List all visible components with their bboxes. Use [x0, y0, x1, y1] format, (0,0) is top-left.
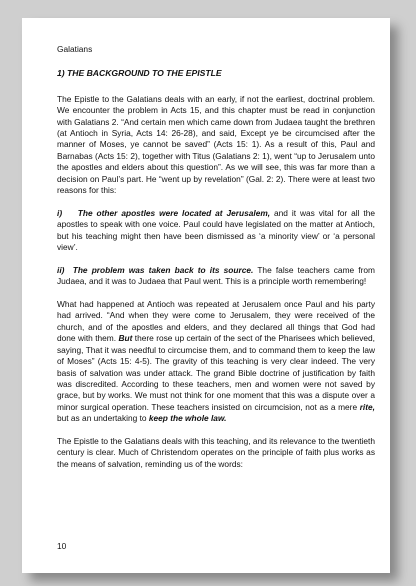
para2-text-b: there rose up certain of the sect of the Pharisees which believed, saying, That it was needful to circumcise them, and to command them to keep the law of Moses” (Acts 15: 4-5). The gravity of this teaching is very clear indeed. The very basis of salvation was under attack. The grand Bible doctrine of justification by faith was discredited. According to these teachers, men and women were not saved by grace, but by works. We must not think for one moment that this was a dispute over a minor surgical operation. These teachers insisted on circumcision, not as a mere	[57, 333, 375, 412]
point-one	[57, 208, 375, 254]
para2-keep-law: keep the whole law.	[148, 413, 227, 424]
point-one-heading: The other apostles were located at Jerusalem,	[77, 207, 271, 218]
section-title: 1) THE BACKGROUND TO THE EPISTLE	[57, 68, 222, 79]
para2-text-c: but as an undertaking to	[57, 413, 149, 424]
paragraph-intro: The Epistle to the Galatians deals with an early, if not the earliest, doctrinal problem. We encounter the problem in Acts 15, and this chapter must be read in conjunction with Galatians 2. “And certain men which came down from Judaea taught the brethren (at Antioch in Syria, Acts 14: 26-28), and said, Except ye be circumcised after the manner of Moses, ye cannot be saved” (Acts 15: 1). As a result of this, Paul and Barnabas (Acts 15: 2), together with Titus (Galatians 2: 1), went “up to Jerusalem unto the apostles and elders about this question”. As we will see, this was far more than a decision on Paul’s part. He “went up by revelation” (Gal. 2: 2). There were at least two reasons for this:	[57, 93, 375, 196]
point-one-text: and it was vital for all the apostles to speak with one voice. Paul could have legislated on the matter at Antioch, but his teaching might then have been dismissed as ‘a minority view’ or ‘a personal view’.	[57, 207, 375, 253]
point-two-text: The false teachers came from Judaea, and it was to Judaea that Paul went. This is a principle worth remembering!	[57, 264, 375, 287]
para2-but: But	[118, 333, 133, 344]
running-header: Galatians	[57, 44, 93, 54]
para2-text-a: What had happened at Antioch was repeated at Jerusalem once Paul and his party had arrived. “And when they were come to Jerusalem, they were received of the church, and of the apostles and elders, and they declared all things that God had done with them.	[57, 299, 375, 344]
point-two-heading: The problem was taken back to its source.	[72, 264, 254, 275]
book-page	[22, 18, 390, 573]
point-two-label: ii)	[57, 264, 65, 275]
para2-rite: rite,	[359, 401, 375, 412]
point-two	[57, 265, 375, 288]
paragraph-relevance: The Epistle to the Galatians deals with this teaching, and its relevance to the twentieth century is clear. Much of Christendom operates on the principle of faith plus works as the means of salvation, reminding us of the words:	[57, 435, 375, 469]
page-content	[57, 44, 375, 482]
page-number: 10	[57, 541, 67, 551]
paragraph-jerusalem	[57, 299, 375, 424]
point-one-label: i)	[57, 207, 63, 218]
